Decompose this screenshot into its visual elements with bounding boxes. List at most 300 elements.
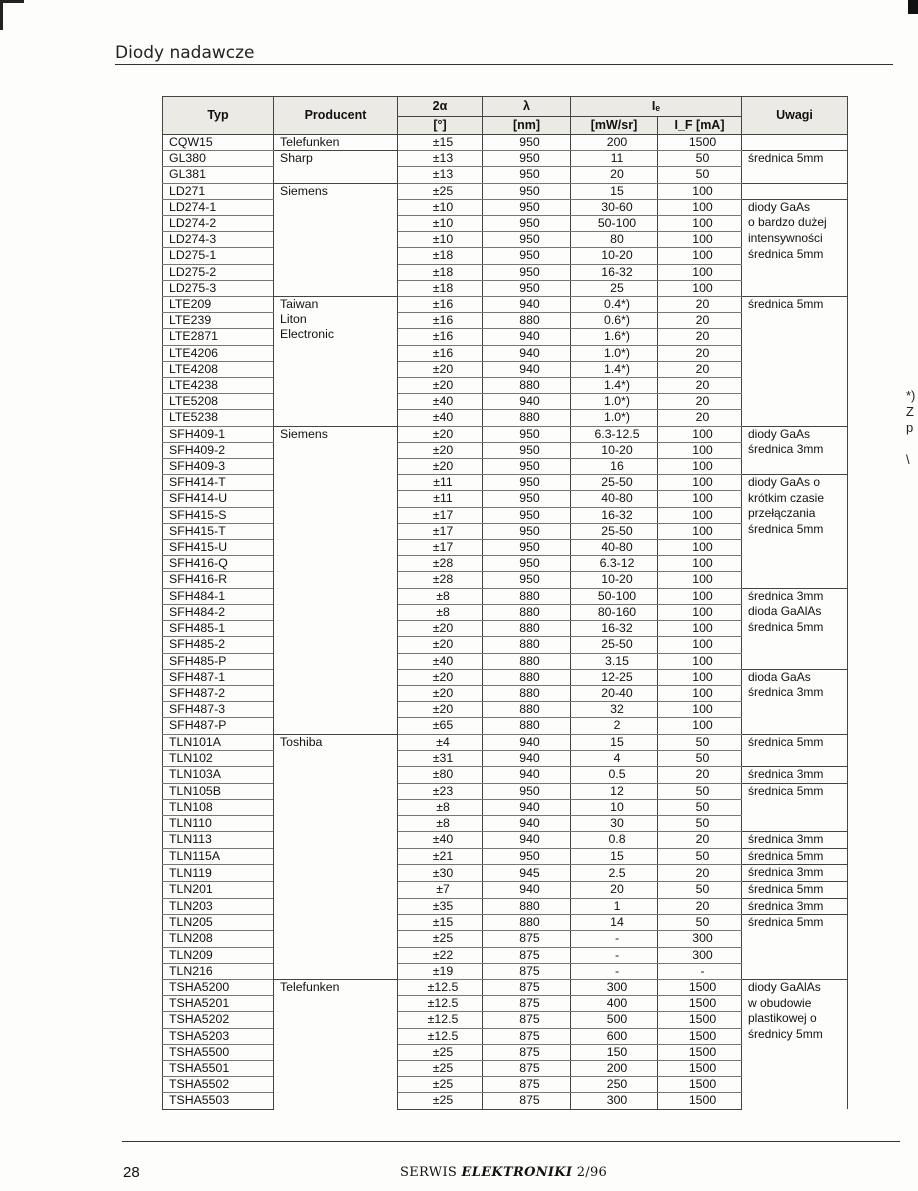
cell-if: 100 (658, 232, 742, 248)
cell-typ: LTE5208 (163, 394, 274, 410)
cell-ie: 25-50 (571, 523, 658, 539)
cell-lambda: 875 (483, 1044, 571, 1060)
cell-typ: LD275-3 (163, 280, 274, 296)
cell-angle: ±22 (398, 947, 483, 963)
cell-angle: ±20 (398, 426, 483, 442)
cell-typ: LD271 (163, 183, 274, 199)
cell-if: 100 (658, 718, 742, 734)
cell-angle: ±10 (398, 199, 483, 215)
side-mark-3: p (906, 420, 914, 435)
cell-lambda: 950 (483, 135, 571, 151)
cell-ie: 80 (571, 232, 658, 248)
cell-lambda: 880 (483, 621, 571, 637)
table-row (163, 865, 848, 882)
cell-angle: ±25 (398, 1077, 483, 1093)
table-row (163, 183, 848, 199)
cell-if: 20 (658, 766, 742, 783)
cell-lambda: 950 (483, 426, 571, 442)
cell-if: 100 (658, 183, 742, 199)
cell-if: 20 (658, 297, 742, 313)
cell-uwagi: średnica 5mm (742, 848, 848, 865)
cell-lambda: 875 (483, 1028, 571, 1044)
cell-lambda: 880 (483, 604, 571, 620)
cell-lambda: 950 (483, 540, 571, 556)
magazine-name: ELEKTRONIKI (461, 1165, 573, 1180)
diode-table (162, 96, 848, 1110)
cell-lambda: 940 (483, 750, 571, 766)
cell-typ: SFH415-T (163, 523, 274, 539)
cell-ie: 10-20 (571, 442, 658, 458)
cell-ie: 50-100 (571, 588, 658, 604)
cell-angle: ±25 (398, 183, 483, 199)
cell-typ: SFH487-P (163, 718, 274, 734)
magazine-prefix: SERWIS (400, 1165, 458, 1180)
cell-angle: ±65 (398, 718, 483, 734)
cell-ie: 0.8 (571, 832, 658, 849)
cell-if: 50 (658, 151, 742, 167)
cell-if: 100 (658, 685, 742, 701)
table-row (163, 151, 848, 167)
cell-lambda: 945 (483, 865, 571, 882)
cell-typ: SFH485-1 (163, 621, 274, 637)
cell-angle: ±12.5 (398, 996, 483, 1012)
cell-lambda: 880 (483, 410, 571, 426)
cell-angle: ±20 (398, 361, 483, 377)
cell-angle: ±15 (398, 915, 483, 931)
diode-table-body (163, 135, 848, 1110)
cell-angle: ±17 (398, 540, 483, 556)
cell-uwagi: średnica 3mm (742, 766, 848, 783)
cell-if: 50 (658, 734, 742, 750)
table-row (163, 848, 848, 865)
scan-corner-mark (0, 0, 24, 3)
cell-lambda: 875 (483, 947, 571, 963)
cell-ie: 0.6*) (571, 313, 658, 329)
cell-typ: GL381 (163, 167, 274, 183)
cell-if: 100 (658, 475, 742, 491)
cell-if: 1500 (658, 1012, 742, 1028)
table-row (163, 915, 848, 931)
cell-angle: ±18 (398, 248, 483, 264)
cell-ie: 20 (571, 167, 658, 183)
page-number: 28 (123, 1164, 140, 1181)
cell-angle: ±20 (398, 685, 483, 701)
cell-uwagi: średnica 5mm (742, 915, 848, 980)
cell-typ: TLN216 (163, 963, 274, 979)
cell-typ: TLN102 (163, 750, 274, 766)
cell-ie: 300 (571, 1093, 658, 1109)
cell-angle: ±18 (398, 264, 483, 280)
cell-angle: ±10 (398, 232, 483, 248)
cell-if: 20 (658, 832, 742, 849)
cell-ie: 14 (571, 915, 658, 931)
cell-angle: ±25 (398, 1044, 483, 1060)
cell-ie: 16 (571, 459, 658, 475)
cell-uwagi: średnica 3mm (742, 865, 848, 882)
cell-angle: ±25 (398, 1093, 483, 1109)
cell-lambda: 940 (483, 799, 571, 815)
cell-if: 1500 (658, 1028, 742, 1044)
cell-producent: Toshiba (274, 734, 398, 979)
cell-if: 50 (658, 915, 742, 931)
cell-uwagi: diody GaAs o bardzo dużej intensywności średnica 5mm (742, 199, 848, 296)
table-row (163, 783, 848, 799)
header-if-unit: I_F [mA] (658, 117, 742, 135)
cell-ie: 50-100 (571, 216, 658, 232)
cell-lambda: 880 (483, 718, 571, 734)
cell-if: 1500 (658, 135, 742, 151)
cell-ie: 30 (571, 815, 658, 831)
cell-angle: ±17 (398, 523, 483, 539)
cell-typ: SFH487-1 (163, 669, 274, 685)
cell-if: - (658, 963, 742, 979)
cell-angle: ±80 (398, 766, 483, 783)
cell-if: 100 (658, 621, 742, 637)
table-row (163, 898, 848, 915)
cell-if: 1500 (658, 1044, 742, 1060)
cell-angle: ±40 (398, 410, 483, 426)
cell-typ: SFH487-3 (163, 702, 274, 718)
header-ie-unit: [mW/sr] (571, 117, 658, 135)
cell-uwagi: diody GaAlAs w obudowie plastikowej o średnicy 5mm (742, 979, 848, 1109)
cell-ie: 250 (571, 1077, 658, 1093)
cell-ie: 2.5 (571, 865, 658, 882)
cell-angle: ±16 (398, 297, 483, 313)
cell-ie: 10-20 (571, 572, 658, 588)
table-row (163, 766, 848, 783)
cell-uwagi: diody GaAs o krótkim czasie przełączania średnica 5mm (742, 475, 848, 588)
cell-lambda: 940 (483, 881, 571, 898)
cell-lambda: 950 (483, 199, 571, 215)
cell-lambda: 950 (483, 507, 571, 523)
cell-if: 100 (658, 572, 742, 588)
cell-angle: ±40 (398, 394, 483, 410)
cell-lambda: 880 (483, 378, 571, 394)
cell-lambda: 950 (483, 475, 571, 491)
cell-lambda: 950 (483, 442, 571, 458)
cell-producent: Siemens (274, 426, 398, 734)
cell-ie: 10 (571, 799, 658, 815)
cell-ie: 12-25 (571, 669, 658, 685)
cell-ie: - (571, 963, 658, 979)
cell-ie: 25 (571, 280, 658, 296)
cell-angle: ±30 (398, 865, 483, 882)
cell-ie: 15 (571, 734, 658, 750)
cell-angle: ±7 (398, 881, 483, 898)
cell-if: 100 (658, 426, 742, 442)
cell-producent: Siemens (274, 183, 398, 296)
cell-if: 50 (658, 783, 742, 799)
cell-lambda: 880 (483, 588, 571, 604)
cell-ie: 25-50 (571, 475, 658, 491)
cell-typ: TSHA5202 (163, 1012, 274, 1028)
cell-typ: SFH485-2 (163, 637, 274, 653)
cell-typ: LTE4238 (163, 378, 274, 394)
cell-lambda: 950 (483, 183, 571, 199)
cell-ie: 6.3-12 (571, 556, 658, 572)
cell-angle: ±8 (398, 604, 483, 620)
cell-ie: 300 (571, 979, 658, 995)
cell-typ: TSHA5500 (163, 1044, 274, 1060)
cell-ie: 200 (571, 135, 658, 151)
cell-lambda: 950 (483, 151, 571, 167)
cell-uwagi (742, 135, 848, 151)
cell-ie: 30-60 (571, 199, 658, 215)
cell-angle: ±15 (398, 135, 483, 151)
cell-lambda: 950 (483, 556, 571, 572)
cell-uwagi: diody GaAs średnica 3mm (742, 426, 848, 475)
cell-ie: 0.4*) (571, 297, 658, 313)
cell-uwagi: średnica 5mm (742, 734, 848, 766)
cell-lambda: 950 (483, 232, 571, 248)
cell-uwagi: średnica 5mm (742, 783, 848, 832)
cell-typ: SFH485-P (163, 653, 274, 669)
cell-lambda: 875 (483, 963, 571, 979)
header-producent: Producent (274, 97, 398, 135)
table-row (163, 734, 848, 750)
cell-typ: TLN103A (163, 766, 274, 783)
cell-angle: ±12.5 (398, 1028, 483, 1044)
side-mark-2: Z (906, 404, 914, 419)
cell-ie: 500 (571, 1012, 658, 1028)
cell-lambda: 950 (483, 264, 571, 280)
cell-typ: SFH414-U (163, 491, 274, 507)
cell-if: 50 (658, 881, 742, 898)
cell-lambda: 950 (483, 459, 571, 475)
cell-angle: ±20 (398, 459, 483, 475)
cell-lambda: 950 (483, 523, 571, 539)
cell-typ: TLN110 (163, 815, 274, 831)
cell-ie: 150 (571, 1044, 658, 1060)
cell-uwagi: średnica 3mm (742, 898, 848, 915)
cell-angle: ±17 (398, 507, 483, 523)
cell-typ: TLN119 (163, 865, 274, 882)
cell-angle: ±18 (398, 280, 483, 296)
cell-if: 100 (658, 702, 742, 718)
cell-ie: 40-80 (571, 540, 658, 556)
table-row (163, 135, 848, 151)
cell-if: 100 (658, 264, 742, 280)
cell-typ: TLN101A (163, 734, 274, 750)
magazine-issue: 2/96 (576, 1165, 608, 1180)
header-typ: Typ (163, 97, 274, 135)
cell-typ: TLN205 (163, 915, 274, 931)
cell-producent: Taiwan Liton Electronic (274, 297, 398, 427)
scan-corner-mark-vertical (0, 0, 3, 30)
cell-ie: 1.6*) (571, 329, 658, 345)
cell-ie: 1.0*) (571, 394, 658, 410)
cell-angle: ±16 (398, 313, 483, 329)
cell-uwagi: średnica 3mm (742, 832, 848, 849)
cell-producent: Telefunken (274, 979, 398, 1109)
cell-ie: 20-40 (571, 685, 658, 701)
title-rule (115, 64, 893, 65)
cell-if: 100 (658, 459, 742, 475)
cell-ie: 400 (571, 996, 658, 1012)
cell-typ: SFH414-T (163, 475, 274, 491)
cell-lambda: 875 (483, 979, 571, 995)
table-row (163, 199, 848, 215)
cell-ie: 16-32 (571, 264, 658, 280)
cell-ie: 1.0*) (571, 410, 658, 426)
cell-if: 100 (658, 442, 742, 458)
cell-angle: ±11 (398, 491, 483, 507)
cell-angle: ±28 (398, 556, 483, 572)
cell-if: 100 (658, 556, 742, 572)
cell-if: 100 (658, 199, 742, 215)
side-mark-1: *) (906, 388, 916, 403)
cell-ie: - (571, 931, 658, 947)
cell-typ: SFH416-Q (163, 556, 274, 572)
header-uwagi: Uwagi (742, 97, 848, 135)
cell-typ: GL380 (163, 151, 274, 167)
cell-angle: ±19 (398, 963, 483, 979)
cell-angle: ±16 (398, 329, 483, 345)
cell-angle: ±20 (398, 378, 483, 394)
cell-angle: ±31 (398, 750, 483, 766)
cell-angle: ±13 (398, 151, 483, 167)
cell-ie: 1.4*) (571, 378, 658, 394)
cell-if: 1500 (658, 996, 742, 1012)
cell-lambda: 940 (483, 361, 571, 377)
cell-lambda: 875 (483, 1093, 571, 1109)
cell-uwagi: średnica 5mm (742, 297, 848, 427)
cell-ie: 0.5 (571, 766, 658, 783)
cell-ie: 4 (571, 750, 658, 766)
cell-lambda: 940 (483, 734, 571, 750)
cell-ie: 80-160 (571, 604, 658, 620)
cell-ie: 16-32 (571, 507, 658, 523)
cell-angle: ±20 (398, 637, 483, 653)
cell-typ: TSHA5501 (163, 1060, 274, 1076)
cell-angle: ±21 (398, 848, 483, 865)
cell-lambda: 940 (483, 766, 571, 783)
cell-angle: ±28 (398, 572, 483, 588)
cell-ie: 10-20 (571, 248, 658, 264)
cell-producent: Sharp (274, 151, 398, 183)
cell-typ: SFH416-R (163, 572, 274, 588)
cell-uwagi: średnica 3mm dioda GaAlAs średnica 5mm (742, 588, 848, 669)
cell-typ: TLN203 (163, 898, 274, 915)
cell-lambda: 880 (483, 685, 571, 701)
cell-if: 100 (658, 588, 742, 604)
cell-ie: 40-80 (571, 491, 658, 507)
cell-angle: ±25 (398, 1060, 483, 1076)
cell-typ: TLN115A (163, 848, 274, 865)
cell-if: 100 (658, 491, 742, 507)
cell-angle: ±12.5 (398, 1012, 483, 1028)
cell-if: 1500 (658, 1093, 742, 1109)
cell-typ: TSHA5502 (163, 1077, 274, 1093)
cell-ie: 1.0*) (571, 345, 658, 361)
cell-typ: LTE4206 (163, 345, 274, 361)
cell-typ: SFH484-2 (163, 604, 274, 620)
cell-lambda: 940 (483, 345, 571, 361)
table-row (163, 979, 848, 995)
cell-typ: TSHA5503 (163, 1093, 274, 1109)
table-row (163, 669, 848, 685)
cell-ie: 3.15 (571, 653, 658, 669)
cell-if: 50 (658, 848, 742, 865)
cell-typ: SFH484-1 (163, 588, 274, 604)
cell-lambda: 880 (483, 313, 571, 329)
cell-typ: CQW15 (163, 135, 274, 151)
cell-if: 1500 (658, 1077, 742, 1093)
cell-if: 100 (658, 523, 742, 539)
cell-angle: ±16 (398, 345, 483, 361)
cell-angle: ±20 (398, 669, 483, 685)
cell-lambda: 875 (483, 1077, 571, 1093)
cell-typ: TSHA5203 (163, 1028, 274, 1044)
cell-typ: LTE239 (163, 313, 274, 329)
cell-angle: ±8 (398, 799, 483, 815)
cell-angle: ±8 (398, 588, 483, 604)
cell-ie: 12 (571, 783, 658, 799)
cell-typ: TLN105B (163, 783, 274, 799)
cell-typ: SFH415-U (163, 540, 274, 556)
table-row (163, 426, 848, 442)
footer-rule (122, 1141, 900, 1142)
cell-angle: ±11 (398, 475, 483, 491)
cell-ie: 16-32 (571, 621, 658, 637)
cell-lambda: 880 (483, 653, 571, 669)
cell-typ: LTE4208 (163, 361, 274, 377)
cell-if: 20 (658, 898, 742, 915)
cell-ie: 25-50 (571, 637, 658, 653)
header-lambda-unit: [nm] (483, 117, 571, 135)
cell-if: 100 (658, 280, 742, 296)
cell-angle: ±35 (398, 898, 483, 915)
cell-lambda: 940 (483, 832, 571, 849)
cell-typ: TLN113 (163, 832, 274, 849)
cell-if: 20 (658, 345, 742, 361)
cell-if: 100 (658, 216, 742, 232)
cell-if: 20 (658, 313, 742, 329)
cell-if: 300 (658, 947, 742, 963)
cell-typ: LD274-3 (163, 232, 274, 248)
cell-lambda: 940 (483, 815, 571, 831)
cell-ie: 200 (571, 1060, 658, 1076)
cell-uwagi: dioda GaAs średnica 3mm (742, 669, 848, 734)
cell-typ: LD275-1 (163, 248, 274, 264)
cell-if: 50 (658, 167, 742, 183)
header-ie: Iₑ (571, 97, 742, 117)
table-row (163, 588, 848, 604)
cell-ie: - (571, 947, 658, 963)
cell-typ: LD274-2 (163, 216, 274, 232)
cell-if: 1500 (658, 979, 742, 995)
cell-angle: ±13 (398, 167, 483, 183)
cell-typ: LTE209 (163, 297, 274, 313)
cell-if: 20 (658, 410, 742, 426)
cell-uwagi: średnica 5mm (742, 881, 848, 898)
magazine-footer (400, 1165, 607, 1180)
cell-angle: ±20 (398, 702, 483, 718)
cell-uwagi: średnica 5mm (742, 151, 848, 183)
table-row (163, 297, 848, 313)
cell-ie: 15 (571, 183, 658, 199)
table-row (163, 475, 848, 491)
cell-if: 20 (658, 329, 742, 345)
cell-if: 20 (658, 378, 742, 394)
cell-ie: 600 (571, 1028, 658, 1044)
cell-if: 300 (658, 931, 742, 947)
cell-typ: SFH409-1 (163, 426, 274, 442)
cell-if: 100 (658, 604, 742, 620)
cell-if: 50 (658, 750, 742, 766)
cell-angle: ±20 (398, 621, 483, 637)
table-row (163, 832, 848, 849)
